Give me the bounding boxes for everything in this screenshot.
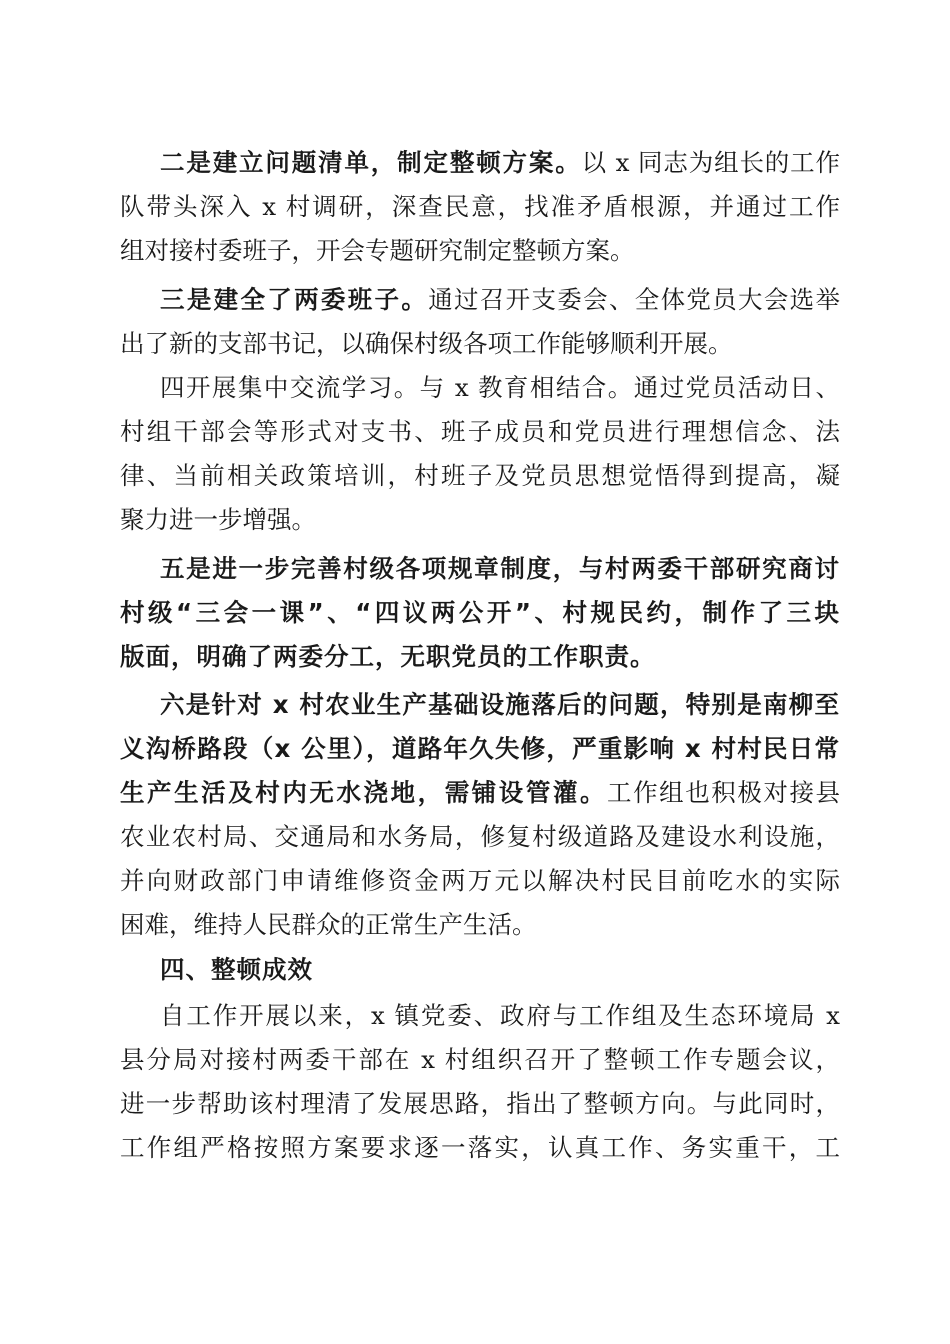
paragraph-6-line-2: 义沟桥路段（x 公里），道路年久失修，严重影响 x 村村民日常: [120, 734, 840, 763]
paragraph-3-line-1: [160, 280, 840, 320]
paragraph-2-line-1: [160, 143, 840, 183]
paragraph-4-line-2: 村组干部会等形式对支书、班子成员和党员进行理想信念、法: [120, 417, 840, 446]
closing-line-3: 进一步帮助该村理清了发展思路，指出了整顿方向。与此同时，: [120, 1089, 840, 1118]
paragraph-6-tail: 工作组也积极对接县: [607, 778, 840, 807]
paragraph-5-line-2: 村级“三会一课”、“四议两公开”、村规民约，制作了三块: [120, 598, 840, 627]
paragraph-6-line-3: [120, 773, 840, 813]
paragraph-4-line-4: 聚力进一步增强。: [120, 505, 316, 534]
closing-line-4: 工作组严格按照方案要求逐一落实，认真工作、务实重干，工: [120, 1133, 840, 1162]
paragraph-2-line-3: 组对接村委班子，开会专题研究制定整顿方案。: [120, 236, 635, 265]
paragraph-6-line-5: 并向财政部门申请维修资金两万元以解决村民目前吃水的实际: [120, 866, 840, 895]
paragraph-4-line-3: 律、当前相关政策培训，村班子及党员思想觉悟得到提高，凝: [120, 461, 840, 490]
paragraph-2-lead: 二是建立问题清单，制定整顿方案。: [160, 148, 582, 177]
paragraph-3-lead: 三是建全了两委班子。: [160, 285, 429, 314]
paragraph-3-line-2: 出了新的支部书记，以确保村级各项工作能够顺利开展。: [120, 329, 733, 358]
paragraph-5-line-1: 五是进一步完善村级各项规章制度，与村两委干部研究商讨: [160, 554, 840, 583]
paragraph-2-text: 以 x 同志为组长的工作: [581, 148, 840, 177]
paragraph-6-line-4: 农业农村局、交通局和水务局，修复村级道路及建设水利设施，: [120, 822, 840, 851]
paragraph-3-text: 通过召开支委会、全体党员大会选举: [428, 285, 840, 314]
paragraph-2-line-2: 队带头深入 x 村调研，深查民意，找准矛盾根源，并通过工作: [120, 192, 840, 221]
paragraph-6-line-1: 六是针对 x 村农业生产基础设施落后的问题，特别是南柳至: [160, 690, 840, 719]
closing-line-2: 县分局对接村两委干部在 x 村组织召开了整顿工作专题会议，: [120, 1045, 840, 1074]
paragraph-4-line-1: 四开展集中交流学习。与 x 教育相结合。通过党员活动日、: [160, 373, 840, 402]
paragraph-6-line-6: 困难，维持人民群众的正常生产生活。: [120, 910, 537, 939]
paragraph-5-line-3: 版面，明确了两委分工，无职党员的工作职责。: [120, 642, 656, 671]
closing-line-1: 自工作开展以来，x 镇党委、政府与工作组及生态环境局 x: [160, 1001, 840, 1030]
paragraph-6-bold-end: 生产生活及村内无水浇地，需铺设管灌。: [120, 778, 608, 807]
section-heading: 四、整顿成效: [160, 955, 313, 984]
